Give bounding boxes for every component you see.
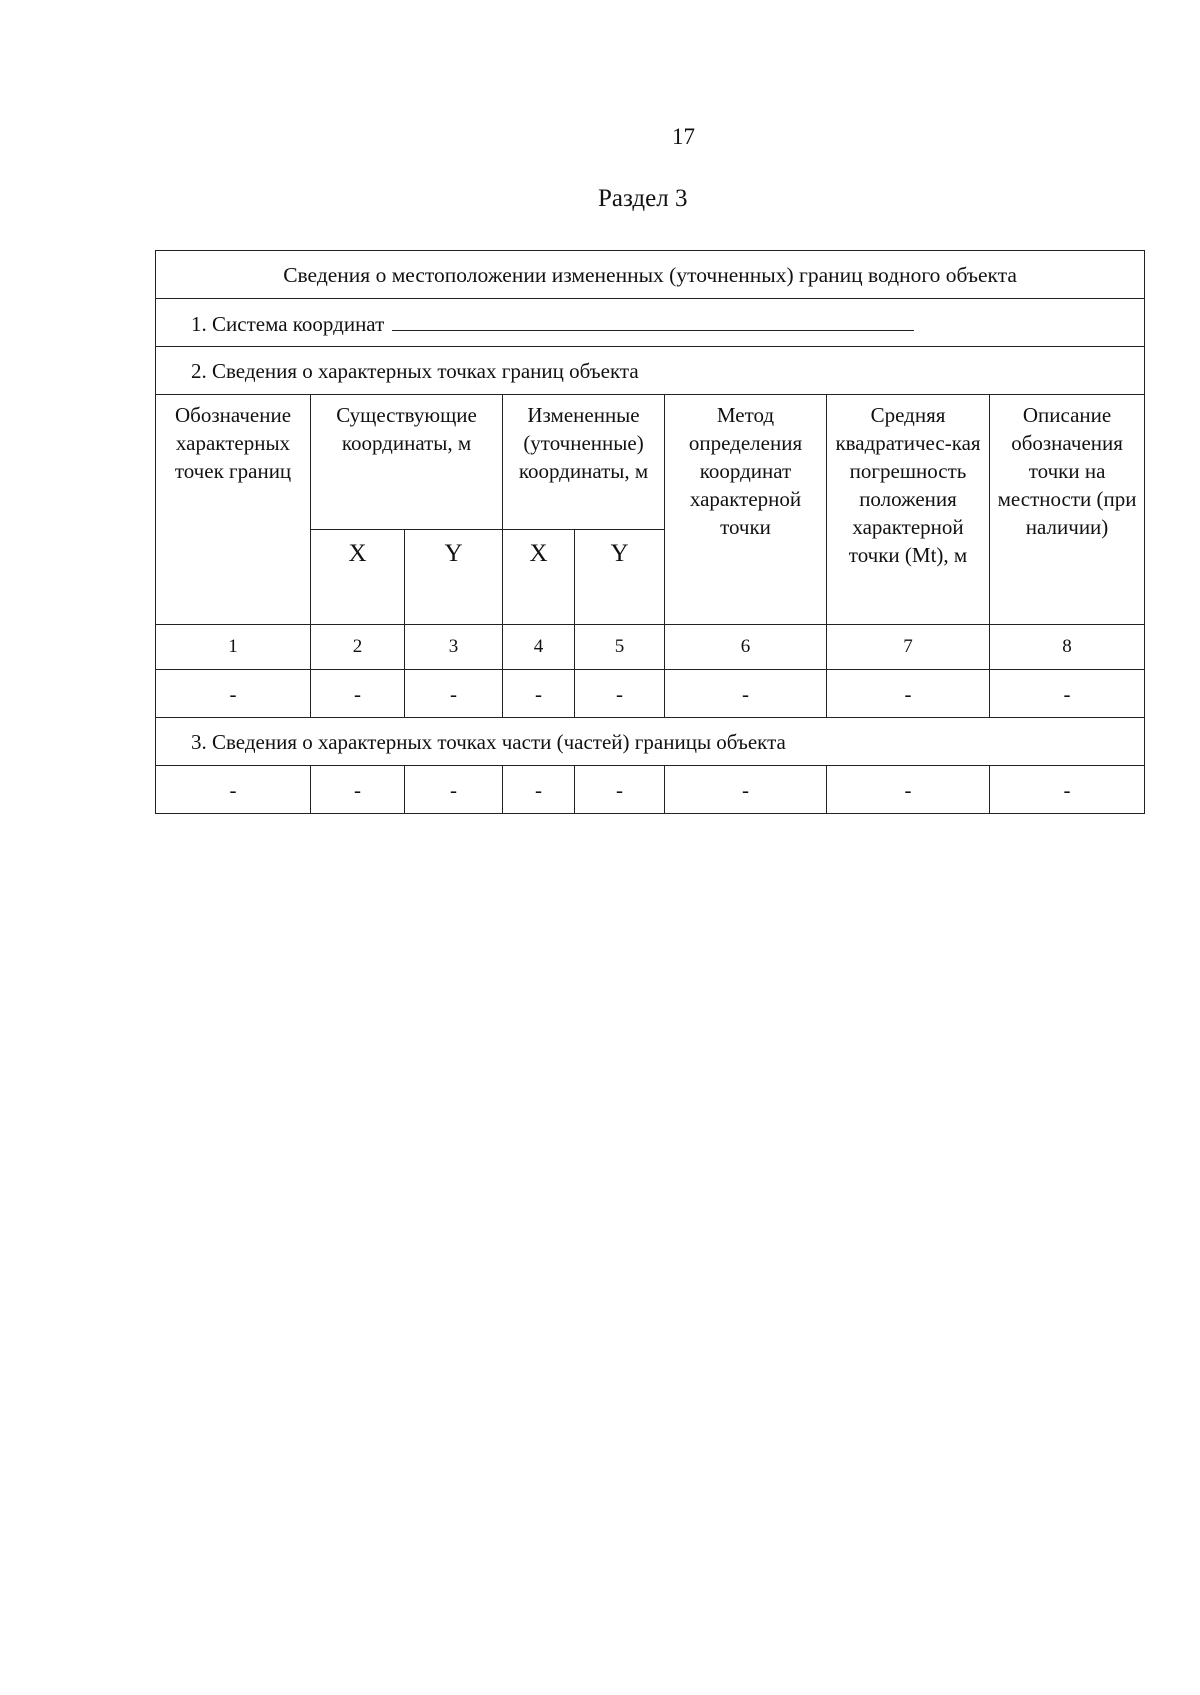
table-cell: - (827, 766, 990, 814)
column-number: 2 (311, 625, 405, 670)
section-title: Раздел 3 (598, 185, 688, 212)
column-number: 7 (827, 625, 990, 670)
table-cell: - (156, 766, 311, 814)
table-cell: - (311, 766, 405, 814)
column-numbers-row (156, 625, 1145, 670)
table-cell: - (665, 766, 827, 814)
column-number: 1 (156, 625, 311, 670)
table-cell: - (405, 766, 503, 814)
table-cell: - (990, 670, 1145, 718)
header-rms-error: Средняя квадратичес-кая погрешность положения характерной точки (Mt), м (827, 395, 990, 625)
column-number: 6 (665, 625, 827, 670)
header-point-designation: Обозначение характерных точек границ (156, 395, 311, 625)
page-number: 17 (672, 124, 695, 149)
table-cell: - (827, 670, 990, 718)
header-existing-x: X (311, 530, 405, 625)
points-section-row (156, 347, 1145, 395)
column-number: 5 (575, 625, 665, 670)
column-number: 8 (990, 625, 1145, 670)
table-cell: - (405, 670, 503, 718)
points-data-row (156, 670, 1145, 718)
part-section-label: 3. Сведения о характерных точках части (частей) границы объекта (191, 729, 786, 754)
header-changed-coordinates: Измененные (уточненные) координаты, м (503, 395, 665, 530)
table-cell: - (990, 766, 1145, 814)
table-cell: - (503, 670, 575, 718)
header-existing-coordinates: Существующие координаты, м (311, 395, 503, 530)
table-cell: - (503, 766, 575, 814)
table-cell: - (311, 670, 405, 718)
header-existing-y: Y (405, 530, 503, 625)
table-cell: - (575, 766, 665, 814)
column-number: 4 (503, 625, 575, 670)
table-cell: - (665, 670, 827, 718)
points-section-label: 2. Сведения о характерных точках границ объекта (191, 358, 639, 383)
header-method: Метод определения координат характерной точки (665, 395, 827, 625)
table-cell: - (575, 670, 665, 718)
table-title: Сведения о местоположении измененных (уточненных) границ водного объекта (156, 251, 1145, 299)
header-changed-x: X (503, 530, 575, 625)
header-row (156, 395, 1145, 530)
header-changed-y: Y (575, 530, 665, 625)
header-description: Описание обозначения точки на местности (при наличии) (990, 395, 1145, 625)
coord-system-blank-line (392, 308, 914, 331)
coord-system-label: 1. Система координат (191, 311, 385, 336)
part-data-row (156, 766, 1145, 814)
coord-system-row (156, 299, 1145, 347)
column-number: 3 (405, 625, 503, 670)
table-title-row (156, 251, 1145, 299)
table-cell: - (156, 670, 311, 718)
boundary-table-wrapper (155, 250, 1144, 814)
part-section-row (156, 718, 1145, 766)
boundary-table (155, 250, 1145, 814)
